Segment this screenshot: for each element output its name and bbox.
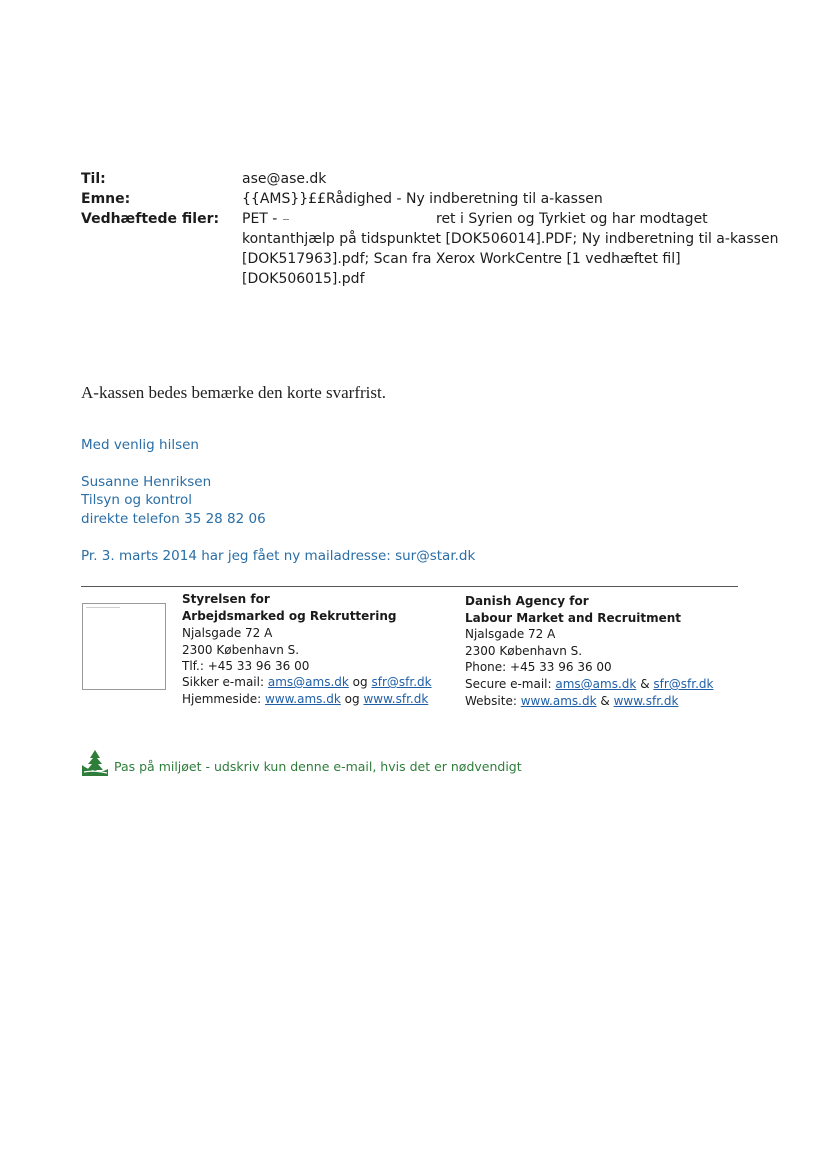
footer-en-email: Secure e-mail: ams@ams.dk & sfr@sfr.dk [465,677,714,691]
footer-da-web-link-2[interactable]: www.sfr.dk [363,692,429,706]
footer-en-city: 2300 København S. [465,644,583,658]
attachments-line-4: [DOK506015].pdf [242,271,365,287]
agency-logo [82,603,166,690]
footer-en-org-line1: Danish Agency for [465,594,589,608]
footer-da-street: Njalsgade 72 A [182,626,273,640]
to-label: Til: [81,171,106,187]
footer-da-email-link-1[interactable]: ams@ams.dk [267,675,349,689]
attachments-line-1: PET - [242,211,278,227]
subject-label: Emne: [81,191,131,207]
footer-en-email-link-1[interactable]: ams@ams.dk [555,677,637,691]
attachments-line-2: kontanthjælp på tidspunktet [DOK506014].PDF; Ny indberetning til a-kassen [242,231,779,247]
footer-da-city: 2300 København S. [182,643,300,657]
footer-da-email: Sikker e-mail: ams@ams.dk og sfr@sfr.dk [182,675,432,689]
attachments-line-3: [DOK517963].pdf; Scan fra Xerox WorkCentre [1 vedhæftet fil] [242,251,681,267]
signature-greeting: Med venlig hilsen [81,437,199,453]
attachments-line-1b: ret i Syrien og Tyrkiet og har modtaget [436,211,708,227]
signature-department: Tilsyn og kontrol [81,492,193,508]
footer-en-phone: Phone: +45 33 96 36 00 [465,660,612,674]
footer-da-org-line1: Styrelsen for [182,592,270,606]
eco-notice: Pas på miljøet - udskriv kun denne e-mail, hvis det er nødvendigt [114,759,522,774]
to-value: ase@ase.dk [242,171,327,187]
attachments-label: Vedhæftede filer: [81,211,220,227]
footer-da-email-link-2[interactable]: sfr@sfr.dk [371,675,432,689]
footer-en-web: Website: www.ams.dk & www.sfr.dk [465,694,679,708]
tree-icon [81,749,109,777]
body-text: A-kassen bedes bemærke den korte svarfrist. [81,383,386,402]
footer-da-web: Hjemmeside: www.ams.dk og www.sfr.dk [182,692,429,706]
signature-notice: Pr. 3. marts 2014 har jeg fået ny mailadresse: sur@star.dk [81,548,476,564]
footer-en-street: Njalsgade 72 A [465,627,556,641]
footer-divider [81,586,738,587]
footer-da-web-link-1[interactable]: www.ams.dk [264,692,341,706]
redaction-mark [283,219,289,220]
signature-name: Susanne Henriksen [81,474,212,490]
footer-da-phone: Tlf.: +45 33 96 36 00 [182,659,310,673]
footer-en-email-link-2[interactable]: sfr@sfr.dk [653,677,714,691]
signature-phone: direkte telefon 35 28 82 06 [81,511,266,527]
footer-en-web-link-1[interactable]: www.ams.dk [520,694,597,708]
subject-value: {{AMS}}££Rådighed - Ny indberetning til a-kassen [242,191,603,207]
footer-en-web-link-2[interactable]: www.sfr.dk [613,694,679,708]
footer-da-org-line2: Arbejdsmarked og Rekruttering [182,609,397,623]
footer-en-org-line2: Labour Market and Recruitment [465,611,682,625]
